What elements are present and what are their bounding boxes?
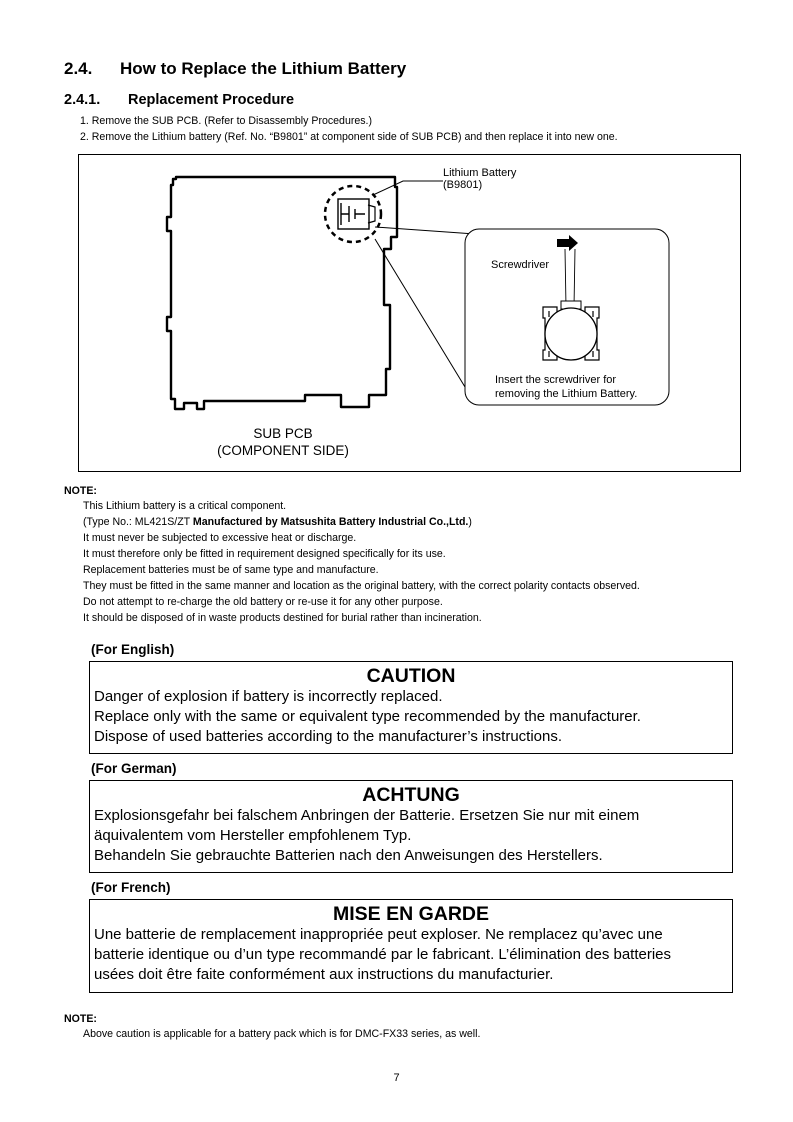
step-2: 2. Remove the Lithium battery (Ref. No. “B9801” at component side of SUB PCB) and then replace it into new one. (80, 131, 618, 143)
note-line: It must never be subjected to excessive heat or discharge. (83, 532, 357, 544)
caution-line: äquivalentem vom Hersteller empfohlenem Typ. (94, 827, 412, 844)
caution-line: Une batterie de remplacement inappropriée peut exploser. Ne remplacez qu’avec une (94, 926, 663, 943)
section-heading (64, 59, 406, 79)
note-line: This Lithium battery is a critical component. (83, 500, 287, 512)
step-1: 1. Remove the SUB PCB. (Refer to Disassembly Procedures.) (80, 115, 373, 127)
note-body (83, 498, 640, 626)
battery-callout-label (443, 167, 516, 191)
section-number: 2.4. (64, 59, 93, 78)
manufacturer: Manufactured by Matsushita Battery Industrial Co.,Ltd. (192, 516, 469, 528)
mise-en-garde-title: MISE EN GARDE (332, 903, 490, 925)
note2-text: Above caution is applicable for a battery pack which is for DMC-FX33 series, as well. (83, 1028, 481, 1040)
insert-instruction (495, 373, 637, 401)
closing-paren: ) (468, 516, 472, 528)
lang-label-german: (For German) (91, 761, 177, 776)
pcb-label: SUB PCB (253, 426, 313, 441)
callout-leader (373, 181, 443, 195)
caution-line: usées doit être faite conformément aux instructions du manufacturier. (94, 966, 554, 983)
section-title: How to Replace the Lithium Battery (120, 59, 407, 78)
type-number: (Type No.: ML421S/ZT (83, 516, 193, 528)
note-line: Do not attempt to re-charge the old battery or re-use it for any other purpose. (83, 596, 443, 608)
battery-holder (543, 301, 599, 360)
insert-line-2: removing the Lithium Battery. (495, 388, 638, 400)
note-line-type (83, 514, 640, 530)
caution-box-french (89, 899, 733, 993)
note-line: They must be fitted in the same manner and location as the original battery, with the correct polarity contacts observed. (83, 580, 640, 592)
caution-box-german (89, 780, 733, 873)
insert-line-1: Insert the screwdriver for (495, 374, 617, 386)
subsection-number: 2.4.1. (64, 92, 101, 108)
note-line: It must therefore only be fitted in requirement designed specifically for its use. (83, 548, 446, 560)
caution-line: Danger of explosion if battery is incorrectly replaced. (94, 688, 443, 705)
screwdriver-label: Screwdriver (491, 259, 550, 271)
lang-label-english: (For English) (91, 642, 175, 657)
sub-pcb-outline (167, 177, 397, 409)
subsection-heading (64, 92, 294, 108)
battery-ref: (B9801) (443, 179, 483, 191)
callout-circle (325, 186, 381, 242)
caution-box-english (89, 661, 733, 754)
note-label: NOTE: (64, 485, 97, 497)
note-line: It should be disposed of in waste products destined for burial rather than incineration. (83, 612, 482, 624)
pcb-caption (199, 425, 367, 459)
lang-label-french: (For French) (91, 880, 171, 895)
pcb-diagram (79, 155, 742, 473)
pcb-side-label: (COMPONENT SIDE) (217, 443, 349, 458)
caution-line: Dispose of used batteries according to the manufacturer’s instructions. (94, 728, 563, 745)
page-number: 7 (393, 1072, 400, 1084)
caution-line: Replace only with the same or equivalent type recommended by the manufacturer. (94, 708, 641, 725)
note-line: Replacement batteries must be of same type and manufacture. (83, 564, 379, 576)
battery-label: Lithium Battery (443, 167, 517, 179)
caution-line: batterie identique ou d’un type recommandé par le fabricant. L’élimination des batteries (94, 946, 672, 963)
coin-battery (545, 308, 597, 360)
procedure-steps (80, 113, 618, 145)
battery-figure (78, 154, 741, 472)
caution-line: Behandeln Sie gebrauchte Batterien nach den Anweisungen des Herstellers. (94, 847, 603, 864)
caution-title: CAUTION (366, 665, 456, 687)
note2-label: NOTE: (64, 1013, 97, 1025)
subsection-title: Replacement Procedure (128, 92, 295, 108)
achtung-title: ACHTUNG (362, 784, 460, 806)
caution-line: Explosionsgefahr bei falschem Anbringen der Batterie. Ersetzen Sie nur mit einem (94, 807, 640, 824)
